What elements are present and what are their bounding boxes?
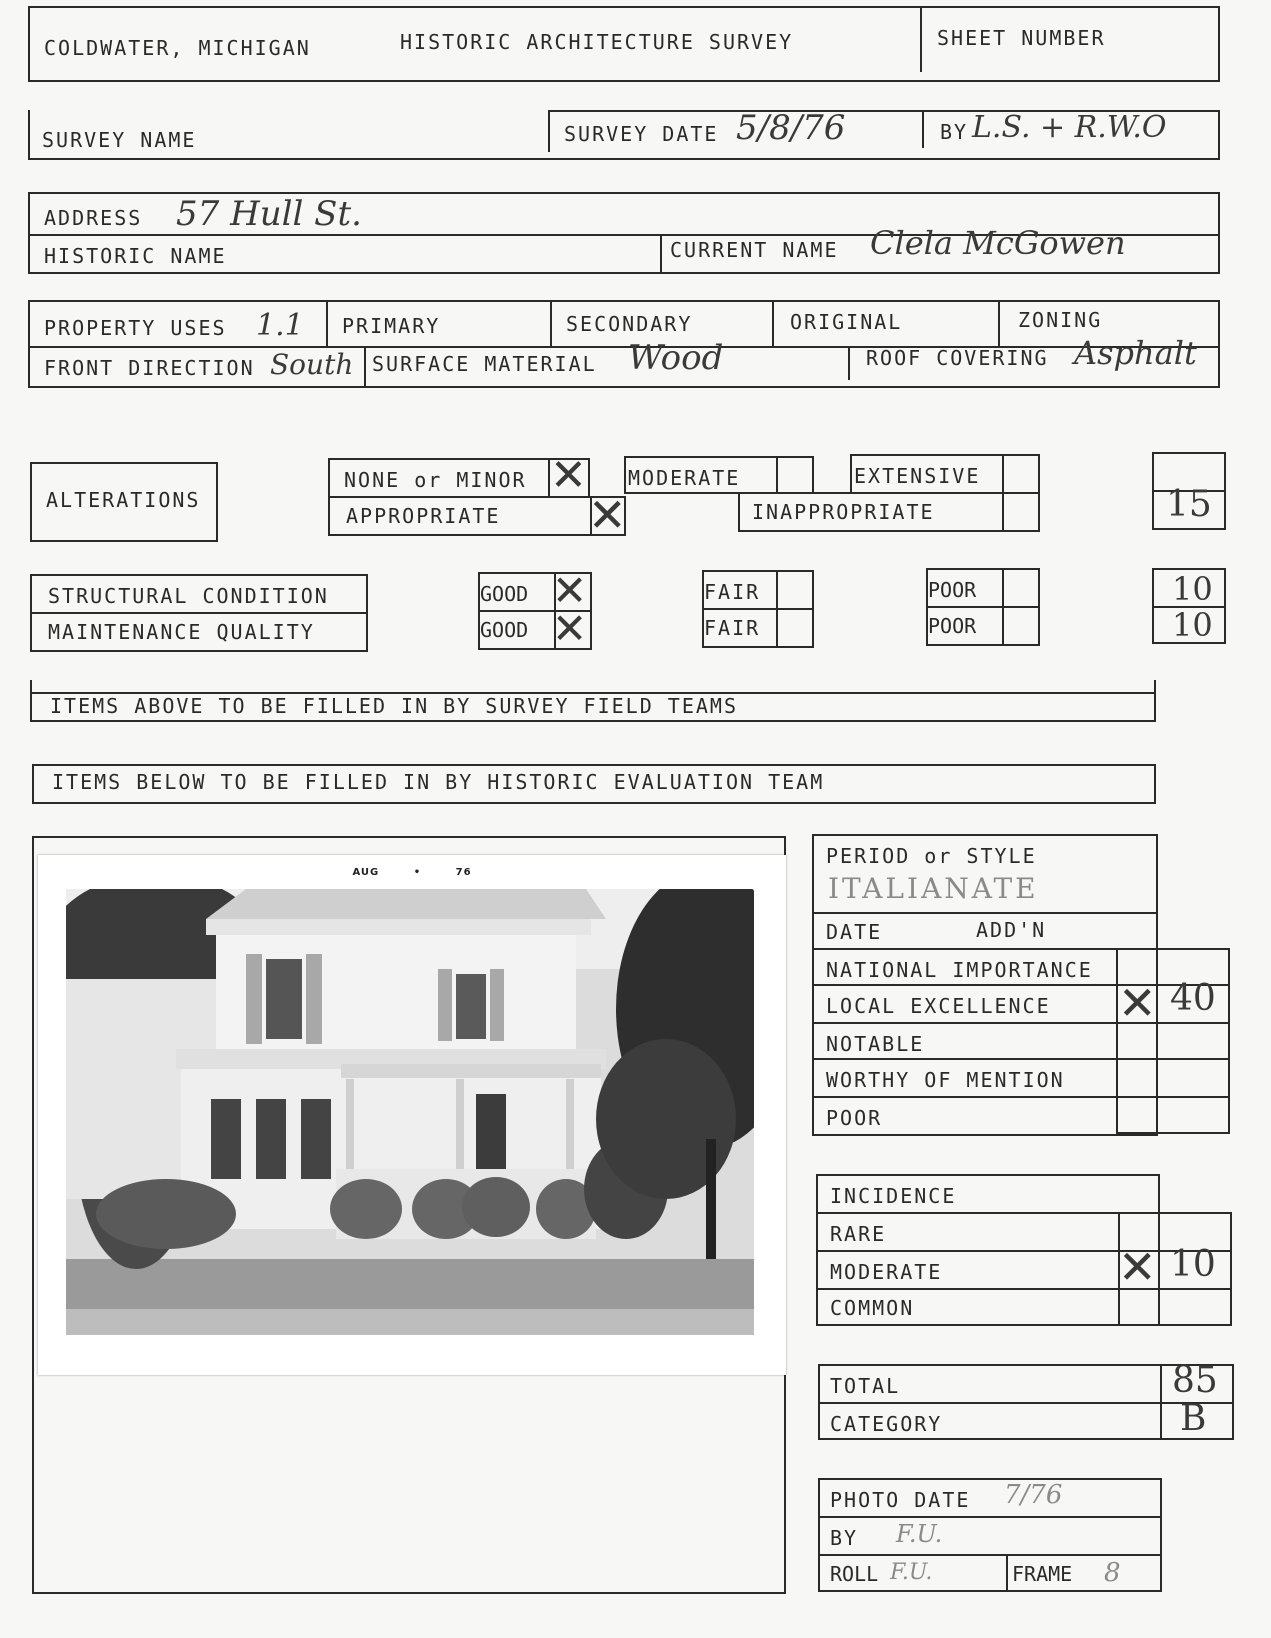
survey-by-value: L.S. + R.W.O	[972, 110, 1167, 145]
photo-by-value: F.U.	[896, 1520, 943, 1548]
survey-name-label: SURVEY NAME	[42, 128, 197, 152]
roll-value: F.U.	[890, 1560, 933, 1585]
incidence-moderate-label: MODERATE	[830, 1260, 943, 1284]
frame-label: FRAME	[1012, 1562, 1073, 1586]
local-excellence-check: ✕	[1118, 976, 1157, 1030]
photo-by-label: BY	[830, 1526, 859, 1550]
maintenance-fair-label: FAIR	[704, 616, 761, 640]
photo-info-divider	[1006, 1554, 1008, 1592]
front-direction-value: South	[270, 348, 354, 381]
condition-label-mid	[30, 612, 368, 614]
rare-label: RARE	[830, 1222, 887, 1246]
appropriate-label: APPROPRIATE	[346, 504, 501, 528]
primary-label: PRIMARY	[342, 314, 441, 338]
incidence-line-1	[816, 1212, 1232, 1214]
poor-check-divider	[1002, 568, 1004, 646]
local-excellence-label: LOCAL EXCELLENCE	[826, 994, 1051, 1018]
none-minor-check: ✕	[550, 450, 587, 501]
category-label: CATEGORY	[830, 1412, 943, 1436]
alterations-score: 15	[1166, 484, 1212, 525]
addn-label: ADD'N	[976, 918, 1047, 942]
photo-month: AUG	[352, 867, 380, 878]
property-uses-value: 1.1	[256, 308, 304, 343]
date-label: DATE	[826, 920, 883, 944]
property-uses-label: PROPERTY USES	[44, 316, 227, 340]
extensive-label: EXTENSIVE	[854, 464, 981, 488]
items-below-note: ITEMS BELOW TO BE FILLED IN BY HISTORIC EVALUATION TEAM	[52, 770, 825, 794]
photo-date-label: PHOTO DATE	[830, 1488, 971, 1512]
inappropriate-label: INAPPROPRIATE	[752, 500, 935, 524]
survey-divider-1	[548, 110, 550, 152]
poor-mid	[926, 606, 1040, 608]
totals-mid	[818, 1402, 1234, 1404]
total-value: 85	[1172, 1360, 1218, 1401]
address-label: ADDRESS	[44, 206, 143, 230]
frame-value: 8	[1104, 1558, 1121, 1588]
surface-material-value: Wood	[628, 338, 724, 378]
photo-info-line-1	[818, 1516, 1162, 1518]
evaluation-poor-label: POOR	[826, 1106, 883, 1130]
total-label: TOTAL	[830, 1374, 901, 1398]
maintenance-good-label: GOOD	[480, 618, 529, 642]
secondary-label: SECONDARY	[566, 312, 693, 336]
fair-mid	[702, 608, 814, 610]
structural-good-check: ✕	[552, 566, 588, 615]
appropriate-check: ✕	[588, 488, 627, 542]
eval-line-5	[812, 1058, 1230, 1060]
survey-date-label: SURVEY DATE	[564, 122, 719, 146]
photo-header-dot: •	[413, 867, 422, 878]
current-name-label: CURRENT NAME	[670, 238, 839, 262]
property-divider-4	[998, 300, 1000, 346]
notable-label: NOTABLE	[826, 1032, 925, 1056]
zoning-label: ZONING	[1018, 308, 1103, 332]
maintenance-poor-label: POOR	[928, 614, 977, 638]
local-excellence-score: 40	[1170, 978, 1216, 1019]
eval-line-3	[812, 984, 1230, 986]
structural-poor-label: POOR	[928, 578, 977, 602]
historic-name-label: HISTORIC NAME	[44, 244, 227, 268]
category-value: B	[1180, 1398, 1207, 1439]
current-name-value: Clela McGowen	[870, 224, 1126, 262]
incidence-moderate-check: ✕	[1118, 1240, 1157, 1294]
period-style-value: ITALIANATE	[828, 872, 1039, 905]
front-direction-label: FRONT DIRECTION	[44, 356, 255, 380]
incidence-moderate-score: 10	[1170, 1244, 1216, 1285]
sheet-number-label: SHEET NUMBER	[937, 26, 1106, 50]
property-divider-1	[326, 300, 328, 346]
photo-date-value: 7/76	[1004, 1480, 1063, 1510]
moderate-label: MODERATE	[628, 466, 741, 490]
property-divider-3	[772, 300, 774, 346]
eval-line-1	[812, 912, 1158, 914]
maintenance-good-check: ✕	[552, 604, 588, 653]
address-value: 57 Hull St.	[176, 194, 362, 234]
roof-covering-value: Asphalt	[1074, 334, 1197, 372]
survey-by-label: BY	[940, 120, 969, 144]
eval-line-4	[812, 1022, 1230, 1024]
structural-condition-label: STRUCTURAL CONDITION	[48, 584, 329, 608]
items-above-note: ITEMS ABOVE TO BE FILLED IN BY SURVEY FIELD TEAMS	[50, 694, 739, 718]
eval-line-2	[812, 948, 1230, 950]
fair-check-divider	[776, 570, 778, 648]
none-minor-label: NONE or MINOR	[344, 468, 527, 492]
roof-covering-label: ROOF COVERING	[866, 346, 1049, 370]
address-divider	[660, 234, 662, 272]
photo-info-line-2	[818, 1554, 1162, 1556]
structural-good-label: GOOD	[480, 582, 529, 606]
property-divider-6	[848, 346, 850, 380]
property-divider-5	[364, 346, 366, 386]
survey-divider-2	[922, 110, 924, 148]
house-photo-image	[66, 889, 754, 1335]
period-style-label: PERIOD or STYLE	[826, 844, 1037, 868]
incidence-line-3	[816, 1288, 1232, 1290]
header-divider	[920, 6, 922, 72]
structural-fair-label: FAIR	[704, 580, 761, 604]
maintenance-quality-label: MAINTENANCE QUALITY	[48, 620, 315, 644]
surface-material-label: SURFACE MATERIAL	[372, 352, 597, 376]
totals-divider	[1160, 1364, 1162, 1440]
common-label: COMMON	[830, 1296, 915, 1320]
original-label: ORIGINAL	[790, 310, 903, 334]
alterations-label: ALTERATIONS	[46, 488, 201, 512]
house-photo	[38, 855, 786, 1375]
photo-year: 76	[455, 867, 472, 878]
national-importance-label: NATIONAL IMPORTANCE	[826, 958, 1093, 982]
roll-label: ROLL	[830, 1562, 879, 1586]
maintenance-score: 10	[1172, 606, 1213, 644]
moderate-check-divider	[776, 456, 778, 494]
form-title: HISTORIC ARCHITECTURE SURVEY	[400, 30, 794, 54]
photo-print-header	[38, 867, 786, 878]
property-divider-2	[550, 300, 552, 346]
structural-score: 10	[1172, 570, 1213, 608]
location-label: COLDWATER, MICHIGAN	[44, 36, 311, 60]
worthy-of-mention-label: WORTHY OF MENTION	[826, 1068, 1065, 1092]
survey-date-value: 5/8/76	[736, 108, 846, 148]
eval-line-6	[812, 1096, 1230, 1098]
incidence-label: INCIDENCE	[830, 1184, 957, 1208]
